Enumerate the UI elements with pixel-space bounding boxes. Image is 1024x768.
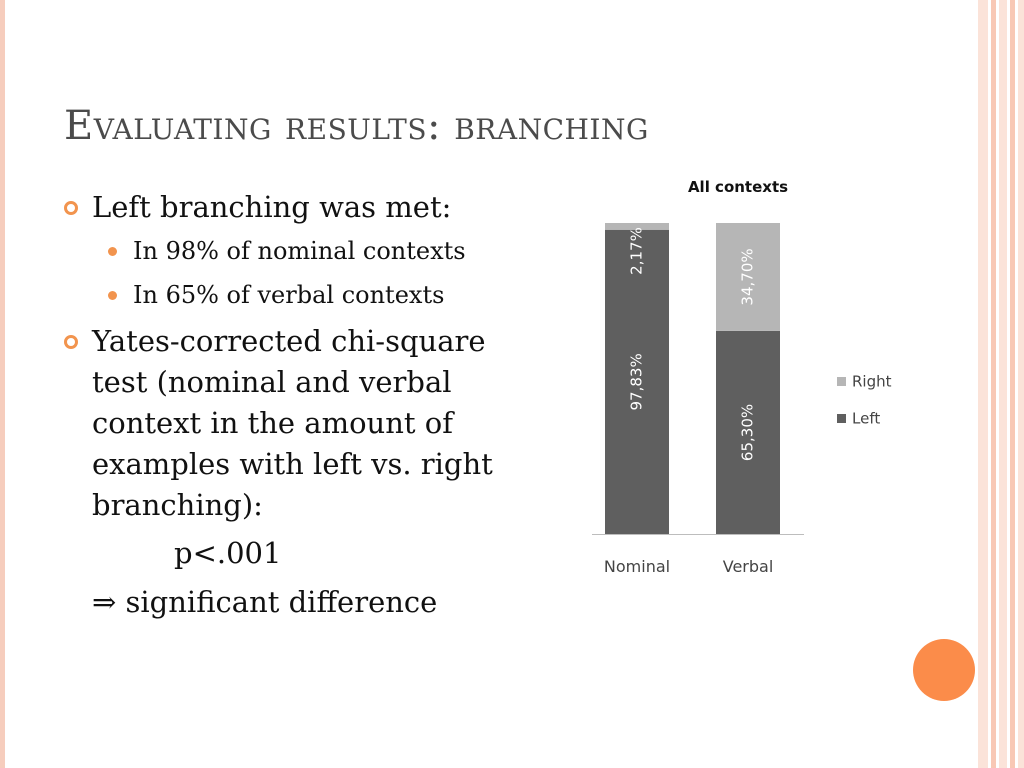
x-tick-label-verbal: Verbal [722,557,774,576]
sub-bullet-verbal [64,273,534,317]
slide-title: Evaluating results: branching [64,103,649,149]
bullet-ring-icon [64,335,78,349]
p-value: p<.001 [174,536,282,570]
right-stripe-4 [1010,0,1015,768]
decorative-orange-circle [913,639,975,701]
bullet-chi-square [64,321,534,526]
stacked-bar-chart [580,165,920,585]
chart-title: All contexts [687,178,789,196]
legend-swatch-left [837,414,846,423]
data-label-right-nominal: 2,17% [627,227,646,275]
bullet-ring-icon [64,201,78,215]
left-border [0,0,5,768]
x-tick-label-nominal: Nominal [603,557,671,576]
right-stripe-5 [1018,0,1024,768]
sub-bullet-text: In 98% of nominal contexts [133,237,466,265]
data-label-right-verbal: 34,70% [738,248,757,306]
legend-swatch-right [837,377,846,386]
conclusion: ⇒ significant difference [92,585,438,619]
bullet-dot-icon [108,291,117,300]
slide-body [64,187,534,623]
data-label-left-verbal: 65,30% [738,403,757,462]
right-stripe-3 [999,0,1007,768]
legend-label-left: Left [852,409,881,428]
bullet-text: Left branching was met: [92,190,452,224]
sub-bullet-text: In 65% of verbal contexts [133,281,445,309]
right-stripe-1 [978,0,988,768]
bullet-dot-icon [108,247,117,256]
legend-label-right: Right [852,372,892,391]
data-label-left-nominal: 97,83% [627,353,646,411]
bullet-text: Yates-corrected chi-square test (nominal and verbal context in the amount of examples with left vs. right branching): [92,324,493,522]
bullet-left-branching [64,187,534,228]
right-stripe-2 [991,0,996,768]
sub-bullet-nominal [64,229,534,273]
